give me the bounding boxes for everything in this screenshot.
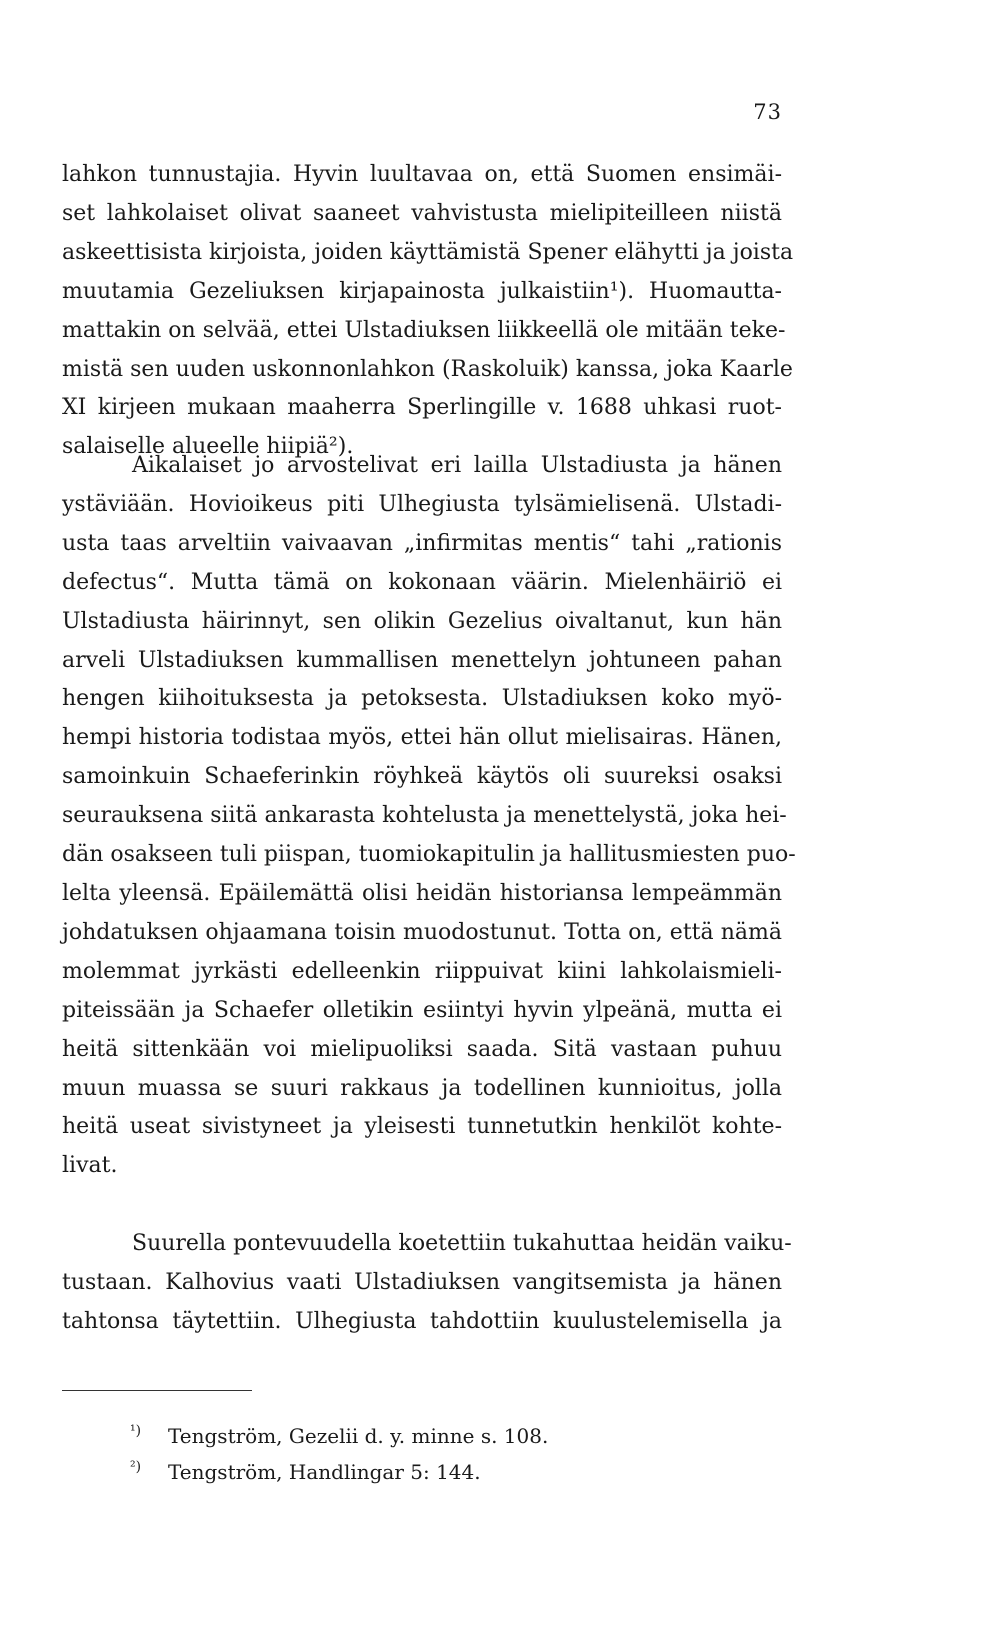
text-line: mattakin on selvää, ettei Ulstadiuksen liikkeellä ole mitään teke-	[62, 317, 786, 343]
text-line: hempi historia todistaa myös, ettei hän ollut mielisairas. Hänen,	[62, 725, 782, 751]
footnote-text: Tengström, Gezelii d. y. minne s. 108.	[168, 1424, 549, 1448]
text-line: heitä sittenkään voi mielipuoliksi saada. Sitä vastaan puhuu	[62, 1036, 782, 1062]
text-line: seurauksena siitä ankarasta kohtelusta ja menettelystä, joka hei-	[62, 803, 787, 829]
text-line: usta taas arveltiin vaivaavan „infirmitas mentis“ tahi „rationis	[62, 530, 782, 556]
footnote-1: ¹) Tengström, Gezelii d. y. minne s. 108.	[130, 1423, 549, 1448]
text-line: ystäviään. Hovioikeus piti Ulhegiusta tylsämielisenä. Ulstadi-	[62, 491, 782, 517]
text-line: tahtonsa täytettiin. Ulhegiusta tahdottiin kuulustelemisella ja	[62, 1308, 782, 1334]
text-line: muutamia Gezeliuksen kirjapainosta julkaistiin¹). Huomautta-	[62, 278, 782, 304]
text-line: mistä sen uuden uskonnonlahkon (Raskoluik) kanssa, joka Kaarle	[62, 356, 793, 382]
text-line: tustaan. Kalhovius vaati Ulstadiuksen vangitsemista ja hänen	[62, 1269, 782, 1295]
text-line: dän osakseen tuli piispan, tuomiokapitulin ja hallitusmiesten puo-	[62, 842, 796, 868]
text-line: piteissään ja Schaefer olletikin esiintyi hyvin ylpeänä, mutta ei	[62, 997, 782, 1023]
text-line: lelta yleensä. Epäilemättä olisi heidän historiansa lempeämmän	[62, 880, 782, 906]
text-line: livat.	[62, 1153, 118, 1179]
text-line: johdatuksen ohjaamana toisin muodostunut. Totta on, että nämä	[62, 919, 782, 945]
text-line: lahkon tunnustajia. Hyvin luultavaa on, että Suomen ensimäi-	[62, 162, 782, 187]
text-line: set lahkolaiset olivat saaneet vahvistusta mielipiteilleen niistä	[62, 200, 782, 226]
footnote-text: Tengström, Handlingar 5: 144.	[168, 1460, 481, 1484]
text-line: Ulstadiusta häirinnyt, sen olikin Gezelius oivaltanut, kun hän	[62, 608, 782, 634]
text-line: XI kirjeen mukaan maaherra Sperlingille v. 1688 uhkasi ruot-	[62, 395, 782, 421]
footnote-divider	[62, 1390, 252, 1391]
text-line: askeettisista kirjoista, joiden käyttämistä Spener elähytti ja joista	[62, 239, 794, 265]
page-number: 73	[753, 100, 782, 124]
paragraph-1	[62, 156, 794, 467]
paragraph-3	[62, 1225, 792, 1342]
text-line: salaiselle alueelle hiipiä²).	[62, 434, 354, 460]
text-line: Suurella pontevuudella koetettiin tukahuttaa heidän vaiku-	[132, 1231, 792, 1256]
footnotes	[130, 1418, 548, 1490]
text-line: molemmat jyrkästi edelleenkin riippuivat kiini lahkolaismieli-	[62, 958, 782, 984]
text-line: arveli Ulstadiuksen kummallisen menettelyn johtuneen pahan	[62, 647, 782, 673]
text-line: defectus“. Mutta tämä on kokonaan väärin. Mielenhäiriö ei	[62, 569, 782, 595]
paragraph-2	[62, 447, 796, 1186]
text-line: heitä useat sivistyneet ja yleisesti tunnetutkin henkilöt kohte-	[62, 1114, 782, 1140]
text-line: Aikalaiset jo arvostelivat eri lailla Ulstadiusta ja hänen	[132, 453, 782, 478]
text-line: muun muassa se suuri rakkaus ja todellinen kunnioitus, jolla	[62, 1075, 782, 1101]
text-line: samoinkuin Schaeferinkin röyhkeä käytös oli suureksi osaksi	[62, 764, 782, 790]
footnote-2: ²) Tengström, Handlingar 5: 144.	[130, 1459, 481, 1484]
text-line: hengen kiihoituksesta ja petoksesta. Ulstadiuksen koko myö-	[62, 686, 782, 712]
